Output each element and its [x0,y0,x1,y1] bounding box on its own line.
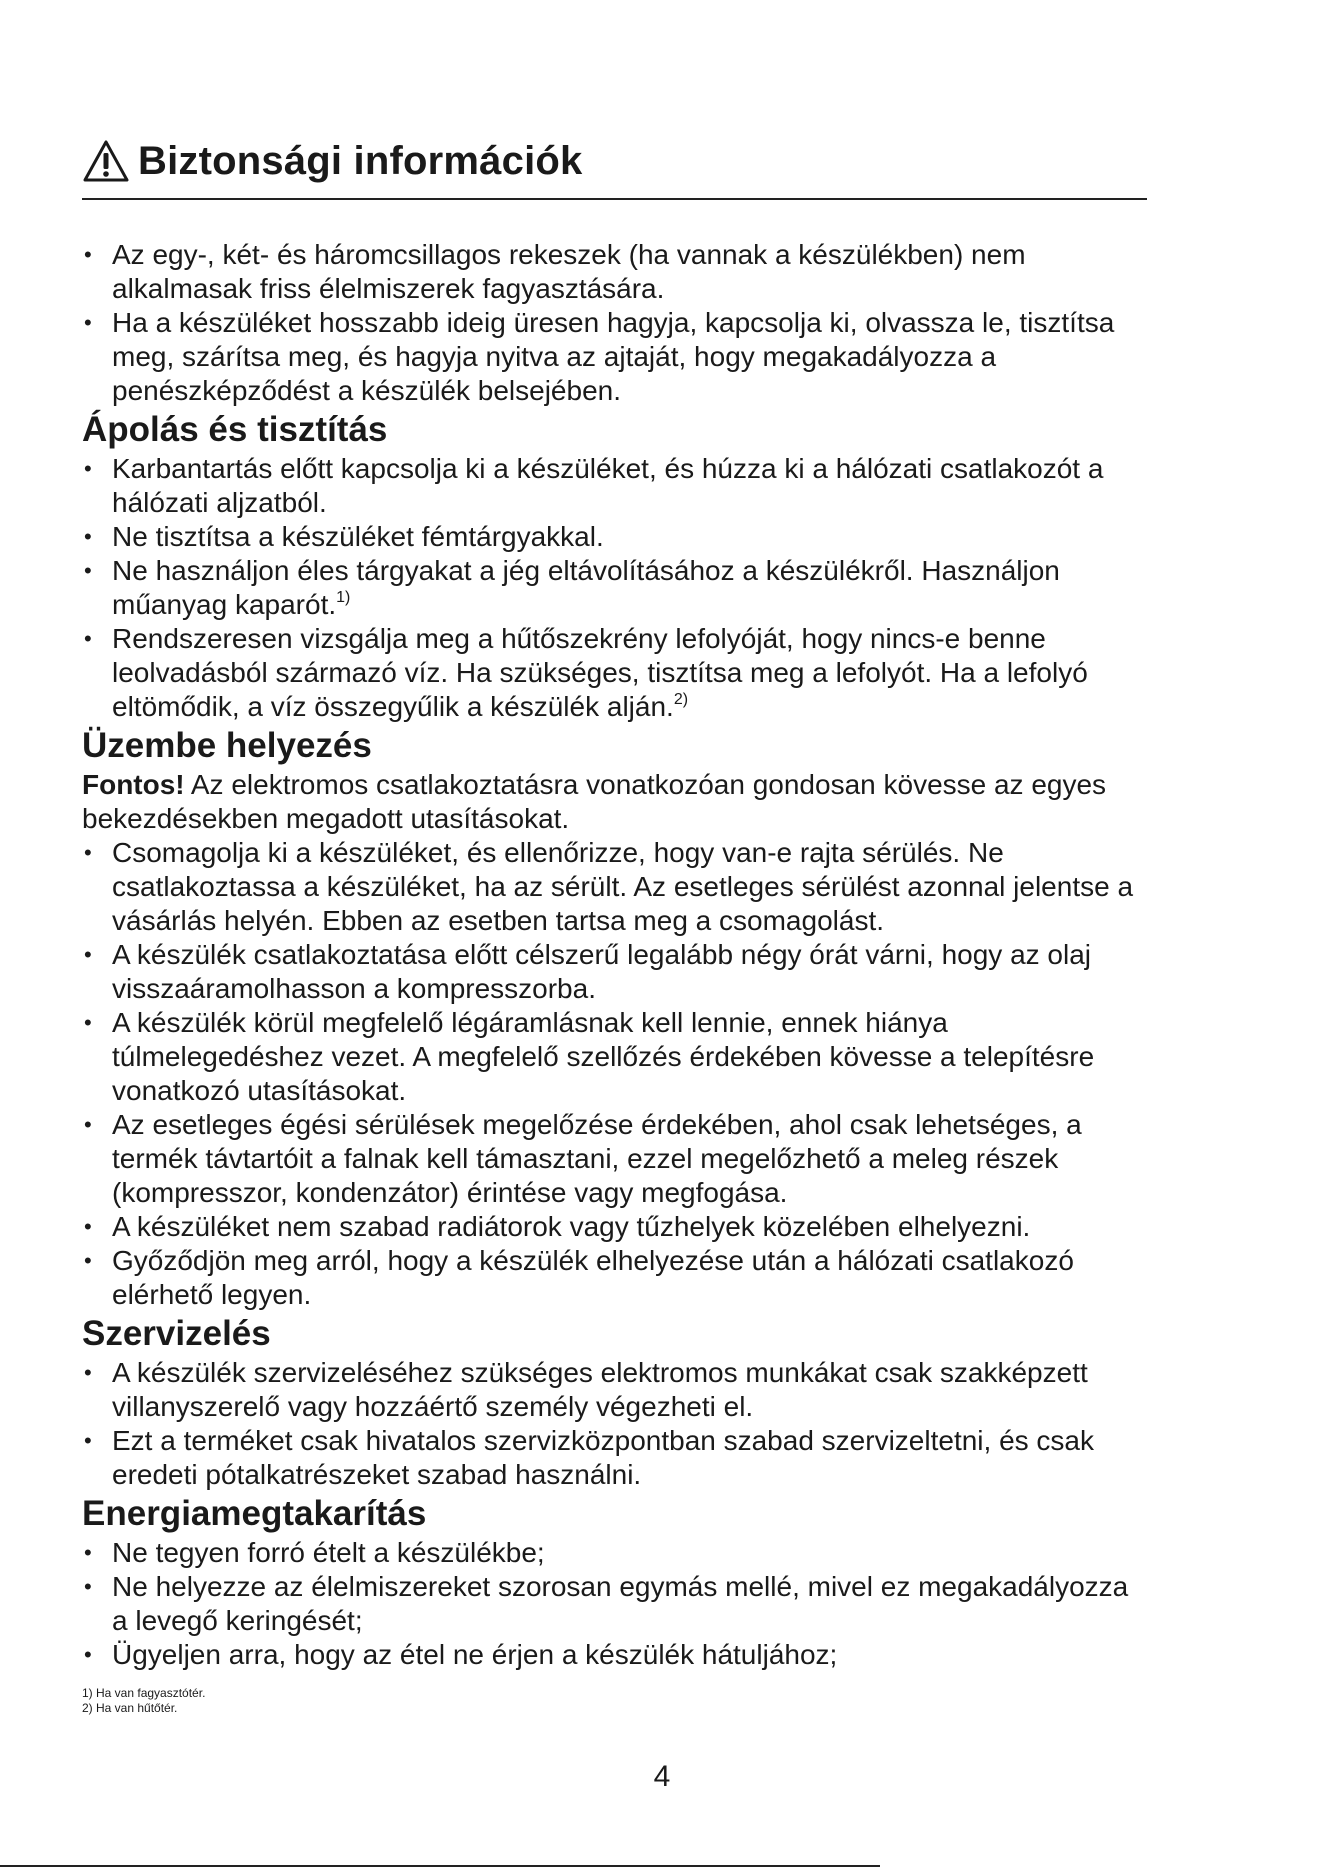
list-item-text: Rendszeresen vizsgálja meg a hűtőszekrény lefolyóját, hogy nincs-e benne leolvadásból származó víz. Ha szükséges, tisztítsa meg a lefolyót. Ha a lefolyó eltömődik, a víz összegyűlik a készülék alján. [112,623,1088,722]
list-item [82,520,1147,554]
list-item [82,554,1147,622]
list-item-text: Karbantartás előtt kapcsolja ki a készüléket, és húzza ki a hálózati csatlakozót a hálózati aljzatból. [112,453,1104,518]
section-heading: Ápolás és tisztítás [82,410,388,449]
list-item-text: Ha a készüléket hosszabb ideig üresen hagyja, kapcsolja ki, olvassza le, tisztítsa meg, szárítsa meg, és hagyja nyitva az ajtaját, hogy megakadályozza a penészképződést a készülék belsejében. [112,307,1115,406]
list-item-text: Ezt a terméket csak hivatalos szervizközpontban szabad szervizeltetni, és csak eredeti pótalkatrészeket szabad használni. [112,1425,1094,1490]
footnotes [82,1686,1147,1716]
list-item [82,1536,1147,1570]
title-row [82,130,1147,192]
bullet-list [82,238,1147,408]
list-item [82,1424,1147,1492]
footnote-ref: 1) [336,589,351,606]
section [82,724,1147,1312]
list-item [82,452,1147,520]
footnote: 1) Ha van fagyasztótér. [82,1686,206,1700]
list-item-text: Győződjön meg arról, hogy a készülék elhelyezése után a hálózati csatlakozó elérhető legyen. [112,1245,1074,1310]
list-item [82,1638,1147,1672]
intro-bold: Fontos! [82,769,185,800]
list-item-text: A készüléket nem szabad radiátorok vagy tűzhelyek közelében elhelyezni. [112,1211,1031,1242]
bullet-list [82,1536,1147,1672]
list-item [82,938,1147,1006]
list-item-text: Ne tegyen forró ételt a készülékbe; [112,1537,545,1568]
section [82,408,1147,724]
list-item-text: A készülék szervizeléséhez szükséges elektromos munkákat csak szakképzett villanyszerelő vagy hozzáértő személy végezheti el. [112,1357,1088,1422]
page-title: Biztonsági információk [138,138,583,183]
section [82,238,1147,408]
content [82,238,1147,1672]
section-heading: Energiamegtakarítás [82,1494,427,1533]
list-item-text: A készülék körül megfelelő légáramlásnak kell lennie, ennek hiánya túlmelegedéshez vezet. A megfelelő szellőzés érdekében kövesse a telepítésre vonatkozó utasításokat. [112,1007,1095,1106]
intro-text: Az elektromos csatlakoztatásra vonatkozóan gondosan kövesse az egyes bekezdésekben megadott utasításokat. [82,769,1107,834]
list-item-text: Ne tisztítsa a készüléket fémtárgyakkal. [112,521,604,552]
list-item [82,1570,1147,1638]
list-item [82,1356,1147,1424]
list-item [82,1244,1147,1312]
title-divider [82,198,1147,200]
section [82,1312,1147,1492]
bullet-list [82,1356,1147,1492]
bullet-list [82,836,1147,1312]
section-heading: Szervizelés [82,1314,271,1353]
list-item-text: A készülék csatlakoztatása előtt célszerű legalább négy órát várni, hogy az olaj visszaáramolhasson a kompresszorba. [112,939,1092,1004]
list-item [82,1210,1147,1244]
section-intro [82,768,1147,836]
list-item [82,1006,1147,1108]
list-item-text: Ügyeljen arra, hogy az étel ne érjen a készülék hátuljához; [112,1639,838,1670]
list-item-text: Az esetleges égési sérülések megelőzése érdekében, ahol csak lehetséges, a termék távtartóit a falnak kell támasztani, ezzel megelőzhető a meleg részek (kompresszor, kondenzátor) érintése vagy megfogása. [112,1109,1082,1208]
section [82,1492,1147,1672]
list-item [82,306,1147,408]
warning-icon [82,139,130,183]
section-heading: Üzembe helyezés [82,726,372,765]
list-item [82,1108,1147,1210]
bullet-list [82,452,1147,724]
list-item-text: Az egy-, két- és háromcsillagos rekeszek (ha vannak a készülékben) nem alkalmasak friss élelmiszerek fagyasztására. [112,239,1026,304]
list-item [82,622,1147,724]
footnote-ref: 2) [673,691,689,708]
list-item [82,238,1147,306]
list-item-text: Ne használjon éles tárgyakat a jég eltávolításához a készülékről. Használjon műanyag kaparót. [112,555,1060,620]
page-number: 4 [653,1760,671,1793]
list-item [82,836,1147,938]
list-item-text: Csomagolja ki a készüléket, és ellenőrizze, hogy van-e rajta sérülés. Ne csatlakoztassa a készüléket, ha az sérült. Az esetleges sérülést azonnal jelentse a vásárlás helyén. Ebben az esetben tartsa meg a csomagolást. [112,837,1134,936]
bottom-divider [0,1865,880,1867]
list-item-text: Ne helyezze az élelmiszereket szorosan egymás mellé, mivel ez megakadályozza a levegő keringését; [112,1571,1129,1636]
document-page [82,130,1147,1716]
footnote: 2) Ha van hűtőtér. [82,1701,178,1715]
